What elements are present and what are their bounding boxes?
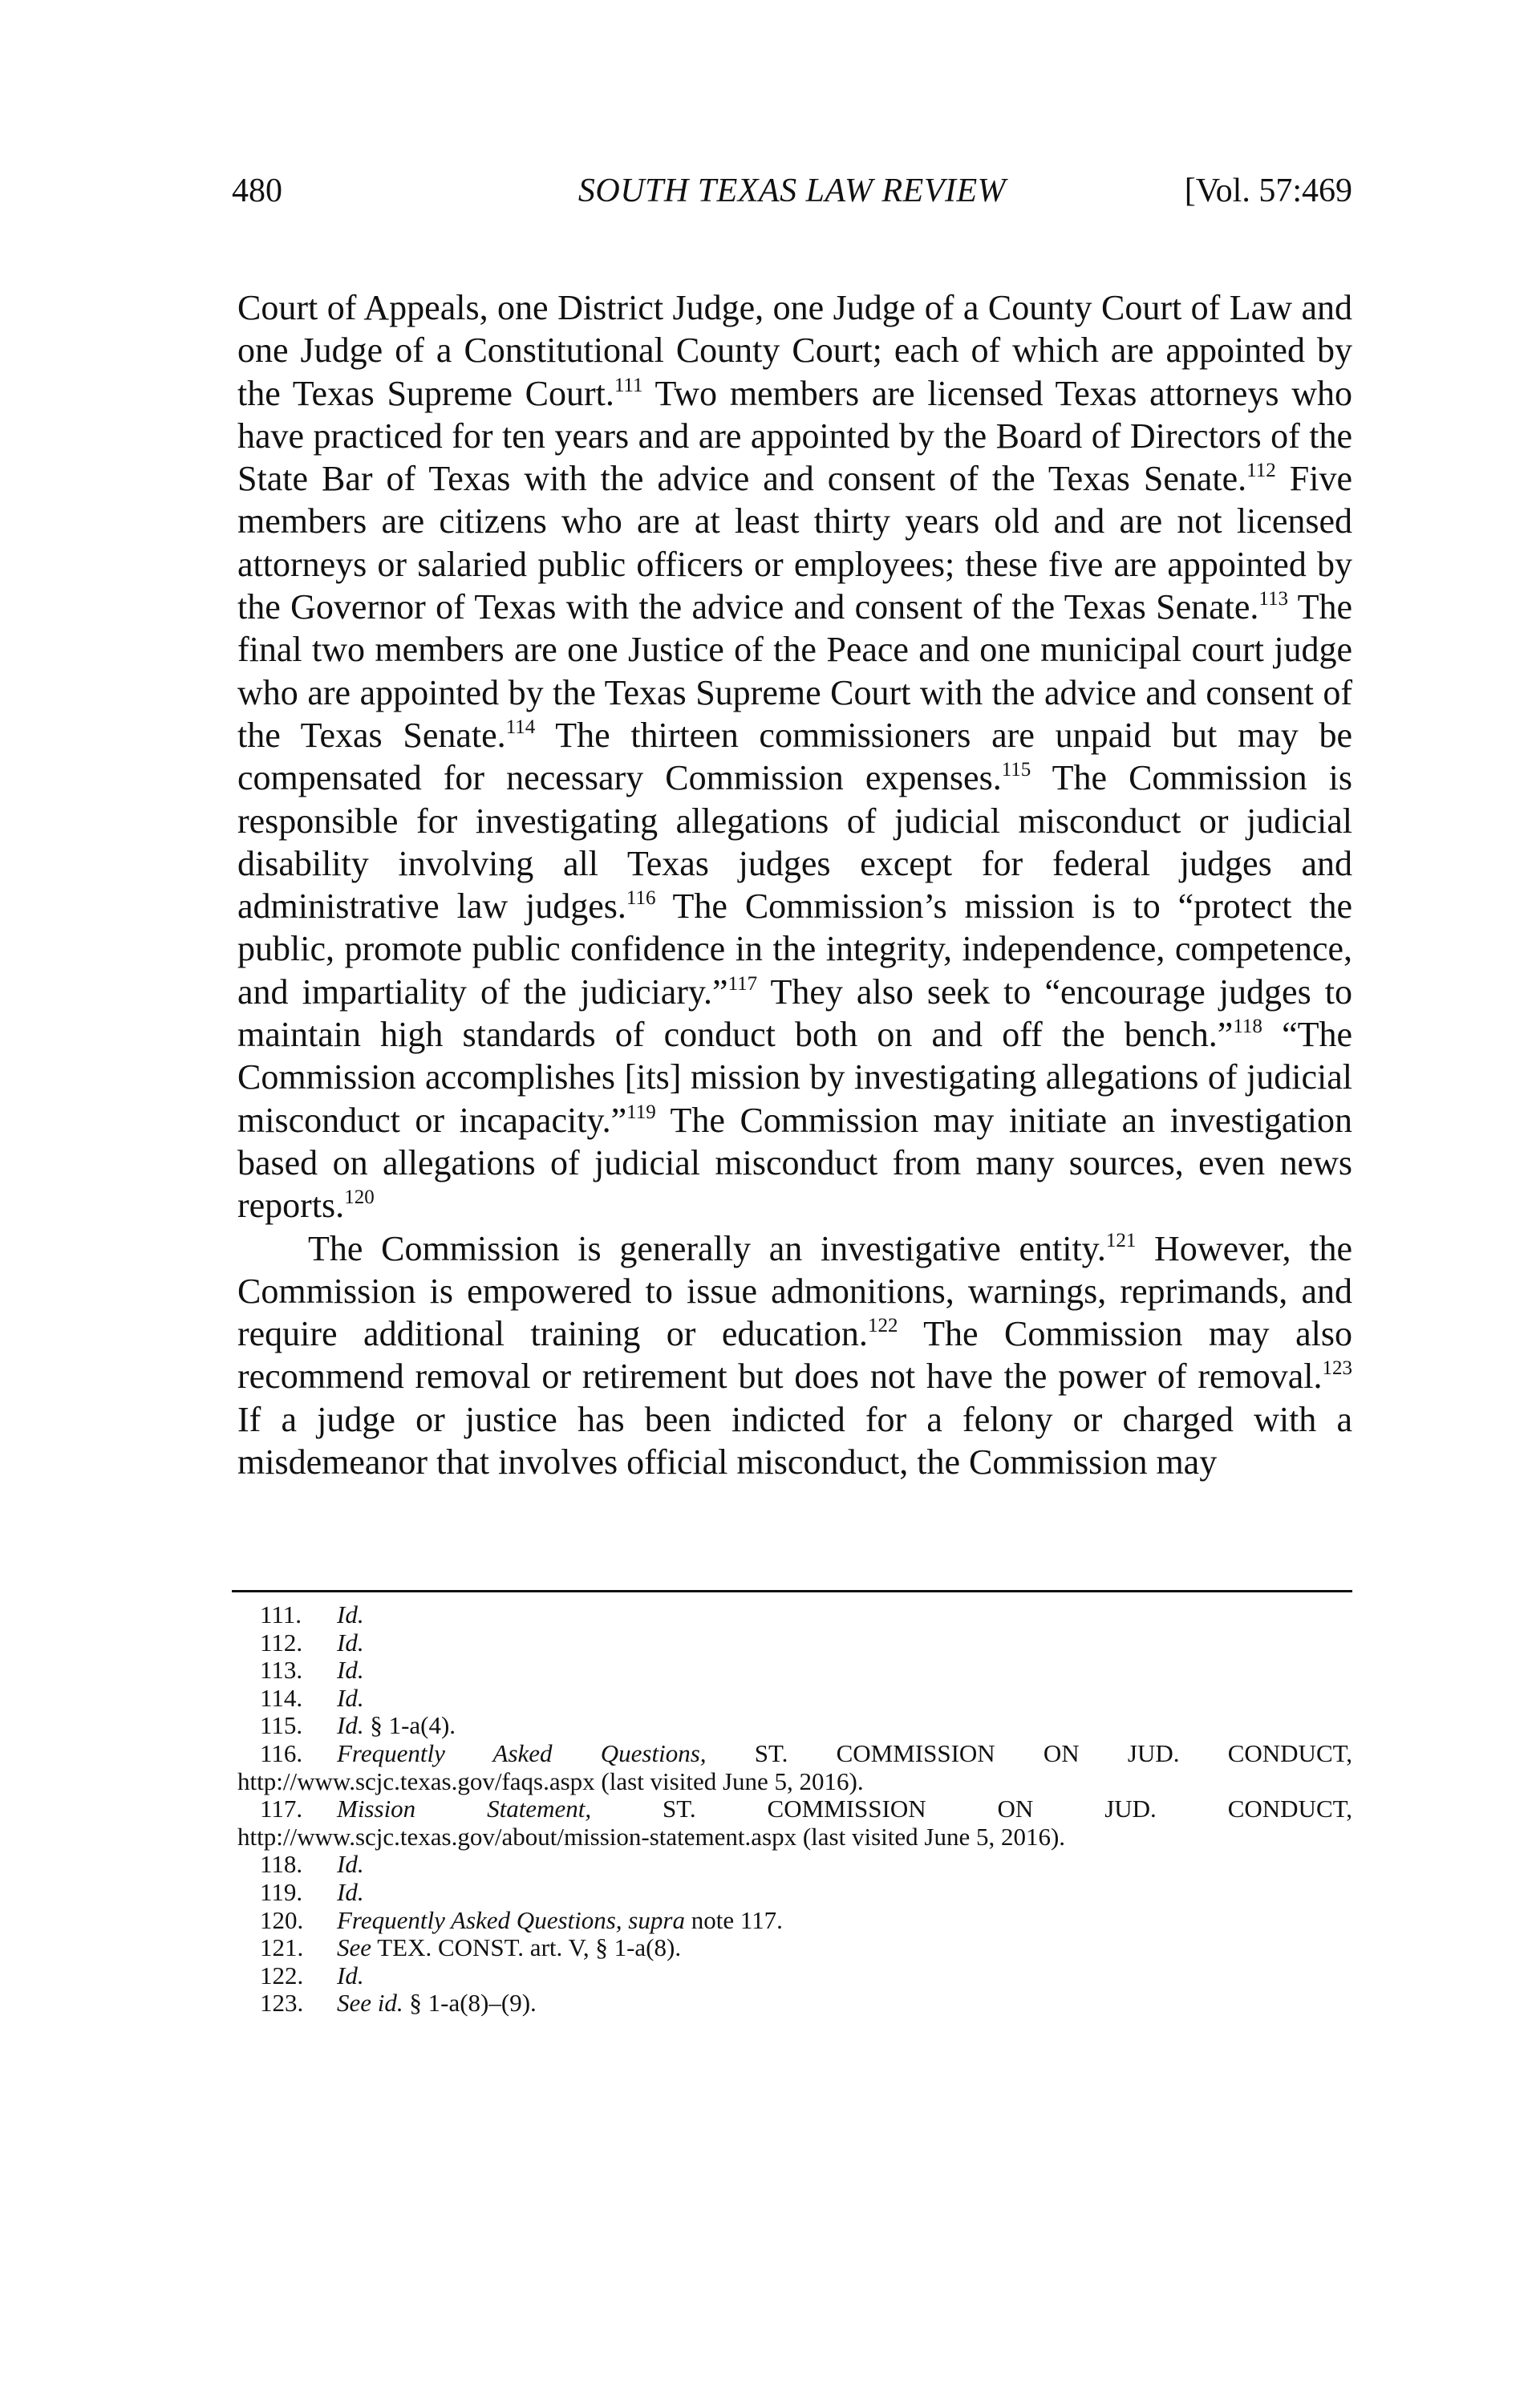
running-header [232,172,1352,220]
footnote [237,1795,1352,1823]
footnote-ref[interactable]: 123 [1322,1357,1352,1380]
footnotes [237,1601,1352,2018]
text-run: The Commission may also recommend removal or retirement but does not have the power of removal. [237,1314,1353,1397]
footnote-italic: Mission Statement, [337,1795,592,1823]
footnote [237,1934,1352,1962]
footnote-number: 115. [260,1711,303,1740]
footnote-ref[interactable]: 120 [344,1186,375,1209]
footnote-number: 122. [260,1961,304,1989]
text-run: The Commission is responsible for investigating allegations of judicial misconduct or judicial disability involving all Texas judges except for federal judges and administrative law judges. [237,758,1353,927]
footnote-ref[interactable]: 117 [727,972,758,995]
footnote-divider [232,1590,1352,1592]
footnote-number: 114. [260,1683,303,1712]
footnote-number: 116. [260,1738,303,1767]
page-number: 480 [232,172,282,209]
text-run: “The Commission accomplishes [its] mission by investigating allegations of judicial misconduct or incapacity.” [237,1015,1353,1140]
footnote-italic: Id. [337,1683,364,1712]
footnote-italic: See [337,1933,372,1962]
footnote [237,1685,1352,1713]
footnote-italic: Id. [337,1628,364,1657]
text-run: However, the Commission is empowered to issue admonitions, warnings, reprimands, and require additional training or education. [237,1228,1352,1354]
text-run: The Commission is generally an investigative entity. [308,1228,1106,1268]
footnote [237,1962,1352,1990]
footnote-url[interactable]: http://www.scjc.texas.gov/about/mission-statement.aspx (last visited June 5, 2016). [237,1822,1066,1851]
footnote [237,1629,1352,1657]
paragraph [237,286,1352,1227]
footnote-italic: See id. [337,1989,403,2018]
text-run: They also seek to “encourage judges to maintain high standards of conduct both on and off the bench.” [237,971,1353,1055]
footnote-url[interactable]: http://www.scjc.texas.gov/faqs.aspx (last visited June 5, 2016). [237,1766,864,1795]
footnote-number: 118. [260,1850,303,1879]
footnote-ref[interactable]: 116 [626,887,656,910]
footnote-ref[interactable]: 119 [626,1101,656,1123]
footnote-ref[interactable]: 114 [505,716,536,738]
footnote-ref[interactable]: 121 [1105,1229,1137,1251]
footnote-ref[interactable]: 115 [1001,759,1031,781]
footnote-number: 119. [260,1877,303,1906]
footnote-text: note 117. [684,1905,783,1934]
paragraph [237,1227,1352,1484]
footnote-text: § 1-a(4). [363,1711,456,1740]
footnote [237,1851,1352,1879]
footnote-italic: Id. [337,1850,364,1879]
text-run: Five members are citizens who are at least thirty years old and are not licensed attorneys or salaried public officers or employees; these five are appointed by the Governor of Texas with the advice and consent of the Texas Senate. [237,459,1352,627]
footnote-italic: Frequently Asked Questions, supra [337,1905,685,1934]
footnote-number: 113. [260,1656,303,1685]
footnote-italic: Id. [337,1711,364,1740]
journal-title: SOUTH TEXAS LAW REVIEW [578,172,1007,209]
footnote-number: 112. [260,1628,303,1657]
footnote-ref[interactable]: 112 [1246,460,1276,482]
footnote-number: 121. [260,1933,304,1962]
volume-citation: [Vol. 57:469 [1184,172,1352,209]
footnote [237,1712,1352,1740]
footnote-text: ST. COMMISSION ON JUD. CONDUCT, [706,1738,1353,1767]
footnote-italic: Id. [337,1877,364,1906]
footnote [237,1907,1352,1935]
footnote-number: 111. [260,1600,302,1628]
text-run: The thirteen commissioners are unpaid but may be compensated for necessary Commission expenses. [237,715,1353,798]
footnote [237,1601,1352,1629]
footnote-ref[interactable]: 118 [1233,1016,1262,1038]
footnote [237,1879,1352,1907]
footnote [237,1657,1352,1685]
main-text [237,286,1352,1483]
text-run: The final two members are one Justice of the Peace and one municipal court judge who are appointed by the Texas Supreme Court with the advice and consent of the Texas Senate. [237,587,1352,755]
footnote-number: 123. [260,1989,304,2018]
text-run: The Commission may initiate an investigation based on allegations of judicial misconduct from many sources, even news reports. [237,1100,1352,1226]
footnote-number: 117. [260,1795,303,1823]
footnote-number: 120. [260,1905,304,1934]
footnote-italic: Id. [337,1600,364,1628]
footnote [237,1989,1352,2018]
footnote-text: TEX. CONST. art. V, § 1-a(8). [371,1933,682,1962]
text-run: Court of Appeals, one District Judge, one Judge of a County Court of Law and one Judge of a Constitutional County Court; each of which are appointed by the Texas Supreme Court. [237,288,1352,413]
footnote-text: ST. COMMISSION ON JUD. CONDUCT, [591,1795,1353,1823]
footnote [237,1740,1352,1768]
text-run: If a judge or justice has been indicted for a felony or charged with a misdemeanor that involves official misconduct, the Commission may [237,1399,1352,1482]
footnote-ref[interactable]: 113 [1258,588,1288,610]
footnote-text: § 1-a(8)–(9). [403,1989,537,2018]
footnote-italic: Id. [337,1961,364,1989]
footnote-italic: Frequently Asked Questions, [337,1738,707,1767]
text-run: The Commission’s mission is to “protect the public, promote public confidence in the integrity, independence, competence, and impartiality of the judiciary.” [237,886,1352,1012]
footnote-ref[interactable]: 122 [867,1315,898,1337]
footnote-italic: Id. [337,1656,364,1685]
text-run: Two members are licensed Texas attorneys who have practiced for ten years and are appointed by the Board of Directors of the State Bar of Texas with the advice and consent of the Texas Senate. [237,373,1352,499]
footnote-ref[interactable]: 111 [614,374,643,396]
